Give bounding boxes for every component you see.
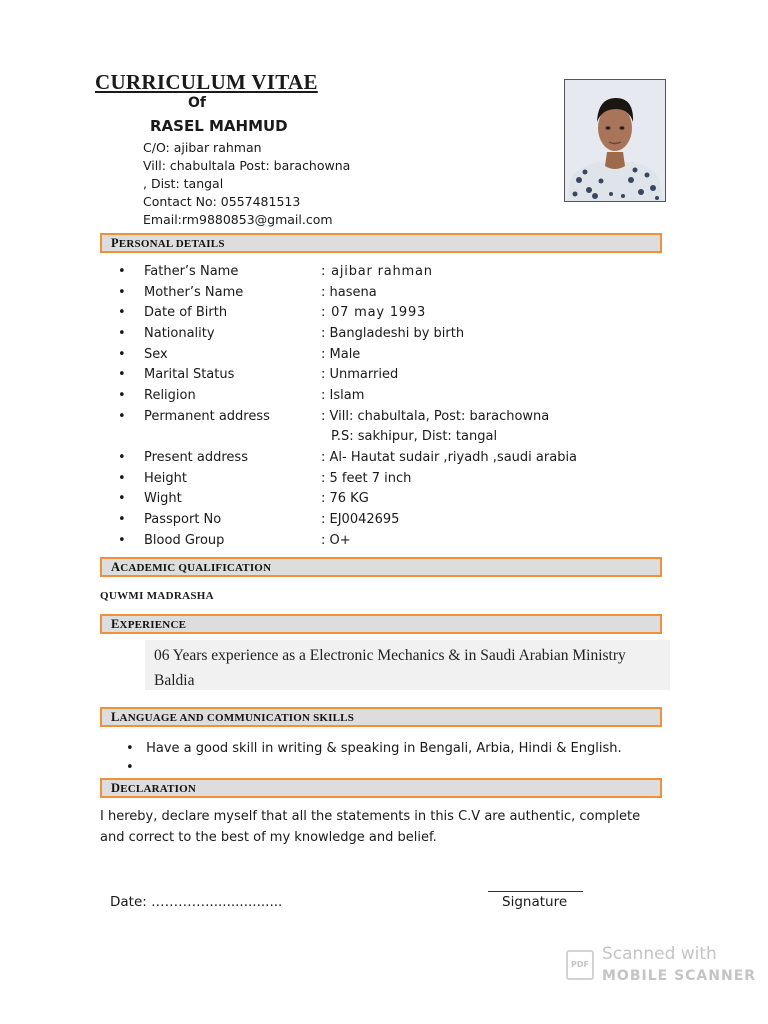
field-value: : ajibar rahman: [321, 264, 433, 279]
list-item-marital-status: [118, 367, 678, 388]
field-label: Date of Birth: [144, 305, 228, 321]
field-value: : O+: [321, 532, 351, 548]
bullet: •: [118, 532, 126, 548]
list-item-permanent-address: [118, 409, 678, 450]
list-item-date-of-birth: [118, 305, 678, 326]
bullet: •: [118, 449, 126, 465]
field-value-continued: P.S: sakhipur, Dist: tangal: [331, 428, 498, 444]
field-label: Religion: [144, 388, 196, 404]
section-declaration: DECLARATION: [100, 778, 662, 798]
list-item-passport-no: [118, 512, 678, 533]
signature-label: Signature: [502, 894, 568, 910]
language-skill-text: Have a good skill in writing & speaking in Bengali, Arbia, Hindi & English.: [146, 741, 622, 756]
bullet: •: [126, 760, 134, 775]
contact-email-line: Email:rm9880853@gmail.com: [143, 212, 333, 227]
profile-photo-illustration: [565, 80, 665, 201]
cv-title: CURRICULUM VITAE: [95, 70, 318, 94]
field-value: : Islam: [321, 388, 365, 404]
list-item-empty: [126, 758, 622, 777]
bullet: •: [118, 491, 126, 507]
signature-line: [488, 891, 583, 892]
field-value: : Male: [321, 346, 361, 362]
section-language-skills: LANGUAGE AND COMMUNICATION SKILLS: [100, 707, 662, 727]
declaration-text: I hereby, declare myself that all the statements in this C.V are authentic, complete and correct to the best of my knowledge and belief.: [100, 809, 641, 845]
list-item-present-address: [118, 450, 678, 471]
list-item-religion: [118, 388, 678, 409]
field-label: Marital Status: [144, 367, 235, 383]
field-label: Sex: [144, 346, 168, 362]
field-label: Height: [144, 470, 187, 486]
list-item-weight: [118, 491, 678, 512]
field-label: Blood Group: [144, 532, 225, 548]
field-value: : Bangladeshi by birth: [321, 326, 465, 342]
academic-qualification-text: QUWMI MADRASHA: [100, 590, 214, 602]
language-skills-list: [126, 739, 622, 777]
field-label: Permanent address: [144, 408, 270, 424]
field-value: : 07 may 1993: [321, 305, 427, 321]
contact-district-line: , Dist: tangal: [143, 176, 224, 191]
contact-co-line: C/O: ajibar rahman: [143, 140, 262, 155]
experience-box: [145, 640, 670, 690]
field-value: : Vill: chabultala, Post: barachowna: [321, 408, 550, 424]
bullet: •: [118, 305, 126, 321]
watermark-line1: Scanned with: [602, 944, 717, 964]
profile-photo: [564, 79, 666, 202]
watermark-line2: MOBILE SCANNER: [602, 968, 757, 984]
contact-block: [143, 139, 350, 229]
field-label: Wight: [144, 491, 182, 507]
field-label: Passport No: [144, 511, 222, 527]
list-item-mothers-name: [118, 285, 678, 306]
bullet: •: [118, 388, 126, 404]
field-value: : 76 KG: [321, 491, 369, 507]
field-value: : Unmarried: [321, 367, 399, 383]
bullet: •: [118, 511, 126, 527]
list-item-nationality: [118, 326, 678, 347]
list-item-fathers-name: [118, 264, 678, 285]
list-item-sex: [118, 347, 678, 368]
section-personal-details: PERSONAL DETAILS: [100, 233, 662, 253]
field-value: : hasena: [321, 284, 377, 300]
contact-phone-line: Contact No: 0557481513: [143, 194, 301, 209]
bullet: •: [118, 408, 126, 424]
field-label: Mother’s Name: [144, 284, 244, 300]
of-word: Of: [188, 95, 206, 111]
list-item-height: [118, 471, 678, 492]
bullet: •: [118, 264, 126, 279]
field-value: : Al- Hautat sudair ,riyadh ,saudi arabia: [321, 449, 578, 465]
section-experience: EXPERIENCE: [100, 614, 662, 634]
experience-text: 06 Years experience as a Electronic Mechanics & in Saudi Arabian Ministry Baldia: [154, 647, 626, 689]
personal-details-list: [118, 264, 678, 553]
field-value: : 5 feet 7 inch: [321, 470, 412, 486]
bullet: •: [118, 346, 126, 362]
list-item-blood-group: [118, 533, 678, 554]
bullet: •: [118, 326, 126, 342]
bullet: •: [118, 367, 126, 383]
list-item-language-skill: [126, 739, 622, 758]
field-label: Present address: [144, 449, 248, 465]
pdf-icon: PDF: [566, 950, 594, 980]
date-line: Date: …………..................: [110, 894, 283, 910]
contact-village-line: Vill: chabultala Post: barachowna: [143, 158, 351, 173]
bullet: •: [126, 741, 134, 756]
field-label: Father’s Name: [144, 264, 239, 279]
bullet: •: [118, 470, 126, 486]
candidate-name: RASEL MAHMUD: [150, 117, 288, 135]
bullet: •: [118, 284, 126, 300]
field-value: : EJ0042695: [321, 511, 400, 527]
field-label: Nationality: [144, 326, 215, 342]
section-academic-qualification: ACADEMIC QUALIFICATION: [100, 557, 662, 577]
